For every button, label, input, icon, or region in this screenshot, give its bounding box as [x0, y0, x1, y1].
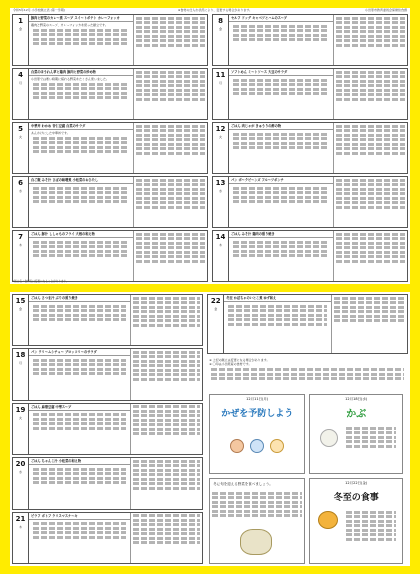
menu-description: [29, 22, 133, 65]
menu-text: 鶏肉と野菜のスープ、カレーフォッカを使った献立です。: [31, 23, 108, 27]
day-number: 12: [215, 125, 226, 133]
day-label: [13, 458, 29, 508]
day-weekday: 水: [18, 189, 22, 193]
day-cell: [12, 403, 203, 455]
water-icon: [250, 439, 264, 453]
card-winter-vegetables: [209, 478, 305, 564]
day-column-bottom-left: [12, 294, 203, 564]
ingredients-column: [133, 177, 207, 227]
day-cell: [212, 122, 408, 174]
day-body: [229, 231, 333, 281]
ingredients-column: [333, 123, 407, 173]
day-label: [13, 231, 29, 281]
day-weekday: 木: [18, 243, 22, 247]
day-cell: [12, 457, 203, 509]
day-body: [229, 177, 333, 227]
day-weekday: 月: [218, 81, 222, 85]
menu-title: パン ポークビーンズ フルーツポンチ: [229, 177, 333, 184]
menu-title: ごはん 麻婆豆腐 中華スープ: [29, 404, 130, 411]
menu-text: あんかけにした中華丼です。: [31, 131, 70, 135]
menu-title: 白ご飯 みそ汁 さばの味噌煮 小松菜のおひたし: [29, 177, 133, 184]
day-weekday: 木: [18, 524, 22, 529]
day-body: [29, 349, 130, 399]
menu-sheet-top: [10, 8, 410, 284]
card-cold-prevention: [209, 394, 305, 474]
sheet-publisher: 小田原市教育委員会保健給食課: [364, 8, 407, 12]
day-weekday: 水: [18, 470, 22, 475]
ingredients-column: [133, 231, 207, 281]
day-label: [213, 177, 229, 227]
day-label: [13, 349, 29, 399]
day-weekday: 水: [218, 189, 222, 193]
menu-description: [229, 130, 333, 173]
menu-title: ごはん みそ汁 鶏肉の照り焼き: [229, 231, 333, 238]
day-cell: [12, 230, 208, 282]
day-weekday: 金: [218, 27, 222, 31]
day-number: 14: [215, 233, 226, 241]
menu-description: [29, 302, 130, 345]
day-body: [29, 123, 133, 173]
day-label: [213, 123, 229, 173]
day-column-right: [212, 14, 408, 282]
day-number: 11: [215, 71, 226, 79]
pumpkin-icon: [318, 511, 338, 529]
day-label: [13, 513, 29, 563]
menu-title: 白菜のほうれん草と鶏肉 豚肉と野菜の炒め物: [29, 69, 133, 76]
hands-icon: [230, 439, 244, 453]
day-label: [13, 404, 29, 454]
day-weekday: 金: [18, 27, 22, 31]
menu-description: [229, 238, 333, 281]
day-column-left: [12, 14, 208, 282]
menu-title: 豚肉と野菜のカレー煮 スープ スイートポテト カレーフォッカ: [29, 15, 133, 22]
day-number: 5: [18, 125, 23, 133]
menu-title: ピラフ ポトフ クリスマスケーキ: [29, 513, 130, 520]
day-number: 6: [18, 179, 23, 187]
menu-title: ごはん さつま汁 ぶりの照り焼き: [29, 295, 130, 302]
card-date: 12月22日(金): [345, 481, 368, 485]
ingredients-column: [133, 69, 207, 119]
ingredients-column: [133, 123, 207, 173]
ingredients-column: [333, 15, 407, 65]
day-body: [29, 69, 133, 119]
day-cell: [12, 294, 203, 346]
day-body: [229, 69, 333, 119]
menu-description: [229, 184, 333, 227]
day-number: 13: [215, 179, 226, 187]
day-cell: [12, 176, 208, 228]
ingredients-column: [333, 177, 407, 227]
card-date: 12月18日(水): [345, 397, 368, 401]
ingredients-column: [130, 458, 202, 508]
day-label: [13, 69, 29, 119]
day-label: [13, 295, 29, 345]
day-cell: [212, 68, 408, 120]
card-text: 冬に旬を迎える野菜を食べましょう。: [213, 482, 273, 486]
turnip-icon: [320, 429, 338, 447]
menu-title: ごはん ちゃんこ汁 小松菜の和え物: [29, 458, 130, 465]
menu-description: [29, 76, 133, 119]
day-number: 20: [15, 460, 26, 469]
card-kabu: [309, 394, 403, 474]
ingredients-column: [333, 231, 407, 281]
day-body: [229, 15, 333, 65]
day-number: 4: [18, 71, 23, 79]
menu-description: [29, 184, 133, 227]
day-weekday: 木: [218, 243, 222, 247]
menu-description: [29, 238, 133, 281]
day-cell: [212, 14, 408, 66]
menu-text: 小田原では寒い時期に採れる野菜をたくさん使いました。: [31, 77, 110, 81]
ingredients-column: [130, 513, 202, 563]
day-number: 22: [210, 297, 221, 305]
day-weekday: 火: [18, 415, 22, 420]
day-body: [29, 458, 130, 508]
day-number: 15: [15, 297, 26, 305]
day-label: [13, 15, 29, 65]
day-number: 7: [18, 233, 23, 241]
day-number: 21: [15, 514, 26, 523]
ingredients-column: [130, 295, 202, 345]
day-number: 1: [18, 17, 23, 25]
day-weekday: 火: [18, 135, 22, 139]
menu-title: 中華丼 わかめ 杏仁豆腐 白菜のサラダ: [29, 123, 133, 130]
day-weekday: 火: [218, 135, 222, 139]
day-weekday: 月: [18, 361, 22, 366]
sheet-note: ※食材の仕入れ状況により、変更する場合があります。: [177, 8, 253, 12]
day-body: [29, 295, 130, 345]
day-cell: [12, 68, 208, 120]
menu-description: [29, 356, 130, 399]
menu-description: [29, 465, 130, 508]
ingredients-column: [130, 404, 202, 454]
day-label: [213, 15, 229, 65]
day-cell: [12, 348, 203, 400]
day-weekday: 月: [18, 81, 22, 85]
day-number: 18: [15, 351, 26, 360]
menu-title: ごはん 肉じゃが きゅうりの酢の物: [229, 123, 333, 130]
menu-title: ソフトめん ミートソース 大豆のサラダ: [229, 69, 333, 76]
ingredients-column: [331, 295, 407, 353]
vegetables-icon: [240, 529, 272, 555]
bottom-right-panel: [207, 294, 408, 564]
day-label: [13, 123, 29, 173]
day-cell: [12, 512, 203, 564]
card-date: 12月11日(月): [246, 397, 269, 401]
day-label: [13, 177, 29, 227]
day-body: [229, 123, 333, 173]
card-toji: [309, 478, 403, 564]
ingredients-column: [130, 349, 202, 399]
card-title: 冬至の食事: [333, 493, 379, 503]
day-cell: [212, 230, 408, 282]
card-title: かぜを予防しよう: [221, 409, 294, 419]
menu-description: [29, 411, 130, 454]
menu-description: [29, 520, 130, 563]
food-icon: [270, 439, 284, 453]
card-title: かぶ: [346, 409, 367, 420]
menu-title: セルフ ドッグ キャベツとハムのスープ: [229, 15, 333, 22]
day-number: 8: [218, 17, 223, 25]
menu-title: 冬至 かぼちゃのいとこ煮 ゆず和え: [224, 295, 331, 302]
ingredients-column: [333, 69, 407, 119]
menu-description: [224, 302, 331, 353]
menu-description: [229, 76, 333, 119]
day-cell: [12, 122, 208, 174]
day-body: [29, 513, 130, 563]
day-cell: [12, 14, 208, 66]
sheet-footer: ※献立名・食材名は変更になることがあります。: [12, 280, 69, 283]
menu-title: ごはん 豚汁 ししゃものフライ 大根の和え物: [29, 231, 133, 238]
ingredients-column: [133, 15, 207, 65]
note-line: ※ 〇印は小田原産の食材です。: [209, 362, 252, 367]
day-body: [29, 404, 130, 454]
note-line: ※ 上記の献立は変更になる場合があります。: [209, 358, 270, 362]
sheet-title: 令和5年12月 小学校献立表 (第一学期): [13, 8, 65, 12]
day-body: [29, 177, 133, 227]
day-label: [213, 231, 229, 281]
day-weekday: 金: [18, 307, 22, 311]
menu-sheet-bottom: [10, 292, 410, 566]
day-number: 19: [15, 405, 26, 414]
day-label: [213, 69, 229, 119]
menu-title: パン クリームシチュー ブロッコリーのサラダ: [29, 349, 130, 356]
day-body: [29, 15, 133, 65]
menu-description: [229, 22, 333, 65]
day-weekday: 金: [214, 307, 218, 311]
notes-block: [209, 358, 406, 382]
menu-description: [29, 130, 133, 173]
day-body: [29, 231, 133, 281]
day-cell: [212, 176, 408, 228]
day-cell: [207, 294, 408, 354]
